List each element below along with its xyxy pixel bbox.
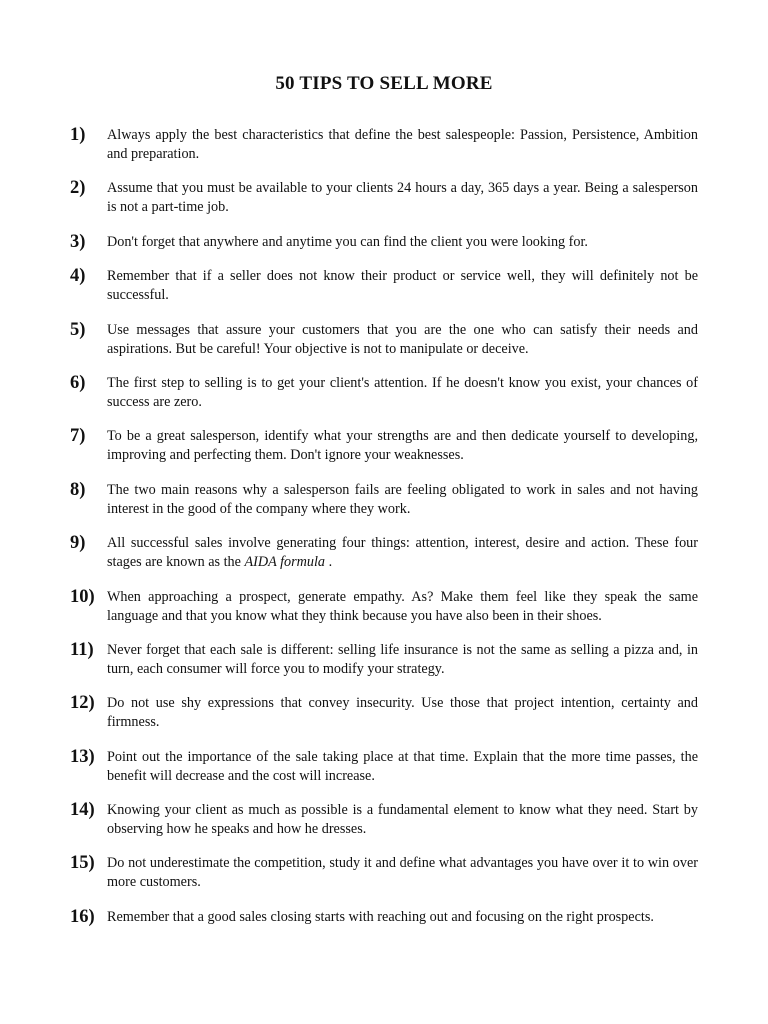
list-item	[70, 427, 698, 465]
list-item	[70, 694, 698, 732]
list-item	[70, 481, 698, 519]
tip-number: 9)	[70, 533, 86, 554]
tip-number: 12)	[70, 693, 95, 714]
page-title: 50 TIPS TO SELL MORE	[275, 73, 493, 94]
tip-text: Assume that you must be available to your clients 24 hours a day, 365 days a year. Being a salesperson is not a part-time job.	[107, 180, 698, 216]
tip-text: Use messages that assure your customers that you are the one who can satisfy their needs and aspirations. But be careful! Your objective is not to manipulate or deceive.	[107, 321, 698, 357]
list-item	[70, 233, 698, 252]
tip-text-before: All successful sales involve generating four things: attention, interest, desire and action. These four stages are known as the	[107, 535, 698, 571]
list-item	[70, 641, 698, 679]
tip-text: To be a great salesperson, identify what your strengths are and then dedicate yourself to developing, improving and perfecting them. Don't ignore your weaknesses.	[107, 428, 698, 464]
tip-number: 3)	[70, 231, 86, 252]
tip-number: 6)	[70, 372, 86, 393]
tip-number: 1)	[70, 125, 86, 145]
tip-text-after: .	[325, 554, 333, 571]
tip-text: Point out the importance of the sale taking place at that time. Explain that the more time passes, the benefit will decrease and the cost will increase.	[107, 748, 698, 784]
list-item	[70, 854, 698, 892]
list-item	[70, 321, 698, 359]
list-item	[70, 374, 698, 412]
tip-text: The first step to selling is to get your client's attention. If he doesn't know you exist, your chances of success are zero.	[107, 374, 698, 410]
tip-number: 8)	[70, 479, 86, 500]
tip-text: Knowing your client as much as possible is a fundamental element to know what they need. Start by observing how he speaks and how he dresses.	[107, 802, 698, 838]
list-item	[70, 908, 698, 927]
tip-text: Remember that if a seller does not know their product or service well, they will definitely not be successful.	[107, 268, 698, 304]
list-item	[70, 267, 698, 305]
list-item	[70, 534, 698, 572]
tip-text: The two main reasons why a salesperson fails are feeling obligated to work in sales and not having interest in the good of the company where they work.	[107, 481, 698, 517]
tip-number: 16)	[70, 906, 95, 927]
tip-text: Never forget that each sale is different: selling life insurance is not the same as selling a pizza and, in turn, each consumer will force you to modify your strategy.	[107, 641, 698, 677]
tip-number: 4)	[70, 266, 86, 287]
tip-number: 7)	[70, 426, 86, 447]
tip-text: Do not use shy expressions that convey insecurity. Use those that project intention, certainty and firmness.	[107, 695, 698, 731]
list-item	[70, 179, 698, 217]
list-item	[70, 748, 698, 786]
list-item	[70, 588, 698, 626]
aida-formula-emphasis: AIDA formula	[244, 554, 326, 571]
tip-number: 10)	[70, 586, 95, 607]
tip-number: 5)	[70, 319, 86, 340]
tip-text: When approaching a prospect, generate empathy. As? Make them feel like they speak the same language and that you know what they think because you have also been in their shoes.	[107, 588, 698, 624]
tip-number: 15)	[70, 853, 95, 874]
tip-number: 14)	[70, 800, 95, 821]
tip-text: Remember that a good sales closing starts with reaching out and focusing on the right prospects.	[107, 908, 654, 925]
tip-number: 11)	[70, 639, 94, 660]
tip-text: Always apply the best characteristics that define the best salespeople: Passion, Persistence, Ambition and preparation.	[107, 127, 698, 162]
list-item	[70, 801, 698, 839]
list-item	[70, 126, 698, 164]
tip-text	[107, 534, 698, 572]
tip-text: Do not underestimate the competition, study it and define what advantages you have over it to win over more customers.	[107, 855, 698, 891]
tip-number: 2)	[70, 178, 86, 199]
tip-number: 13)	[70, 746, 95, 767]
tip-text: Don't forget that anywhere and anytime you can find the client you were looking for.	[107, 233, 588, 250]
tips-list	[70, 126, 698, 942]
